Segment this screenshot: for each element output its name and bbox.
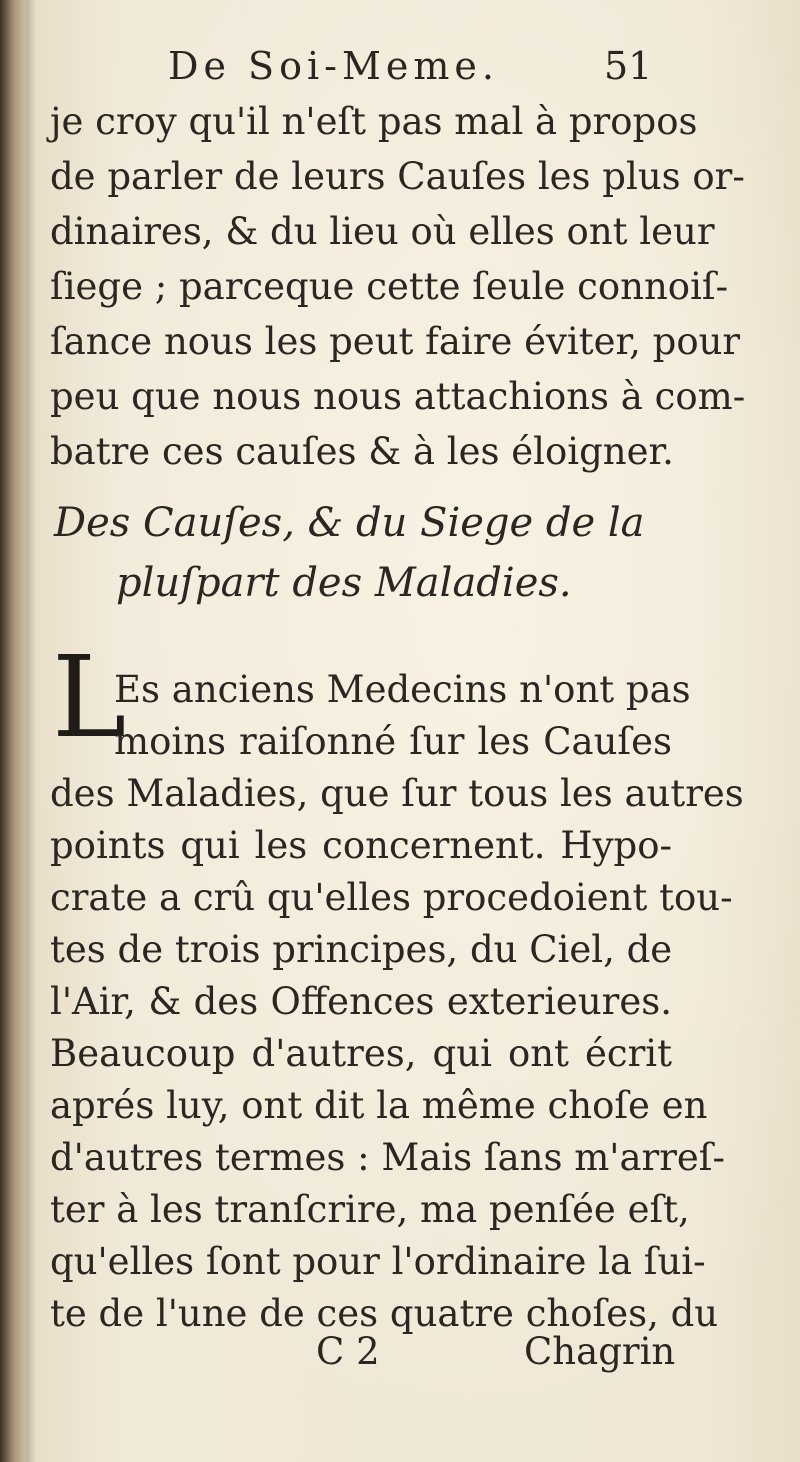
paragraph2-line: des Maladies, que ſur tous les autres [50, 772, 744, 815]
paragraph2-line: te de l'une de ces quatre choſes, du [50, 1292, 719, 1335]
paragraph1-line: ſiege ; parceque cette ſeule connoiſ- [50, 265, 729, 308]
paragraph1-line: de parler de leurs Cauſes les plus or- [50, 155, 745, 198]
paragraph2-line: Es anciens Medecins n'ont pas [114, 668, 691, 711]
paragraph2-line: points qui les concernent. Hypo- [50, 824, 672, 867]
paragraph2-line: tes de trois principes, du Ciel, de [50, 928, 673, 971]
paragraph1-line: peu que nous nous attachions à com- [50, 375, 746, 418]
paragraph1-line: ſance nous les peut faire éviter, pour [50, 320, 741, 363]
section-heading-line2: pluſpart des Maladies. [116, 560, 572, 606]
paragraph2-line: crate a crû qu'elles procedoient tou- [50, 876, 733, 919]
binding-gutter [0, 0, 26, 1462]
gutter-shadow [26, 0, 36, 1462]
paragraph2-line: qu'elles ſont pour l'ordinaire la ſui- [50, 1240, 706, 1283]
paragraph2-line: moins raiſonné ſur les Cauſes [114, 720, 672, 763]
paragraph1-line: batre ces cauſes & à les éloigner. [50, 430, 674, 473]
signature-mark: C 2 [316, 1330, 380, 1373]
paragraph2-line: d'autres termes : Mais ſans m'arreſ- [50, 1136, 725, 1179]
section-heading-line1: Des Cauſes, & du Siege de la [54, 500, 645, 546]
page-number: 51 [604, 44, 653, 88]
paragraph2-line: ter à les tranſcrire, ma penſée eſt, [50, 1188, 690, 1231]
paragraph1-line: je croy qu'il n'eſt pas mal à propos [50, 100, 698, 143]
paragraph1-line: dinaires, & du lieu où elles ont leur [50, 210, 715, 253]
drop-cap: L [52, 633, 127, 763]
paragraph2-line: aprés luy, ont dit la même choſe en [50, 1084, 708, 1127]
catchword: Chagrin [524, 1330, 676, 1373]
running-head: De Soi-Meme. [168, 44, 499, 88]
paragraph2-line: l'Air, & des Offences exterieures. [50, 980, 672, 1023]
paragraph2-line: Beaucoup d'autres, qui ont écrit [50, 1032, 672, 1075]
